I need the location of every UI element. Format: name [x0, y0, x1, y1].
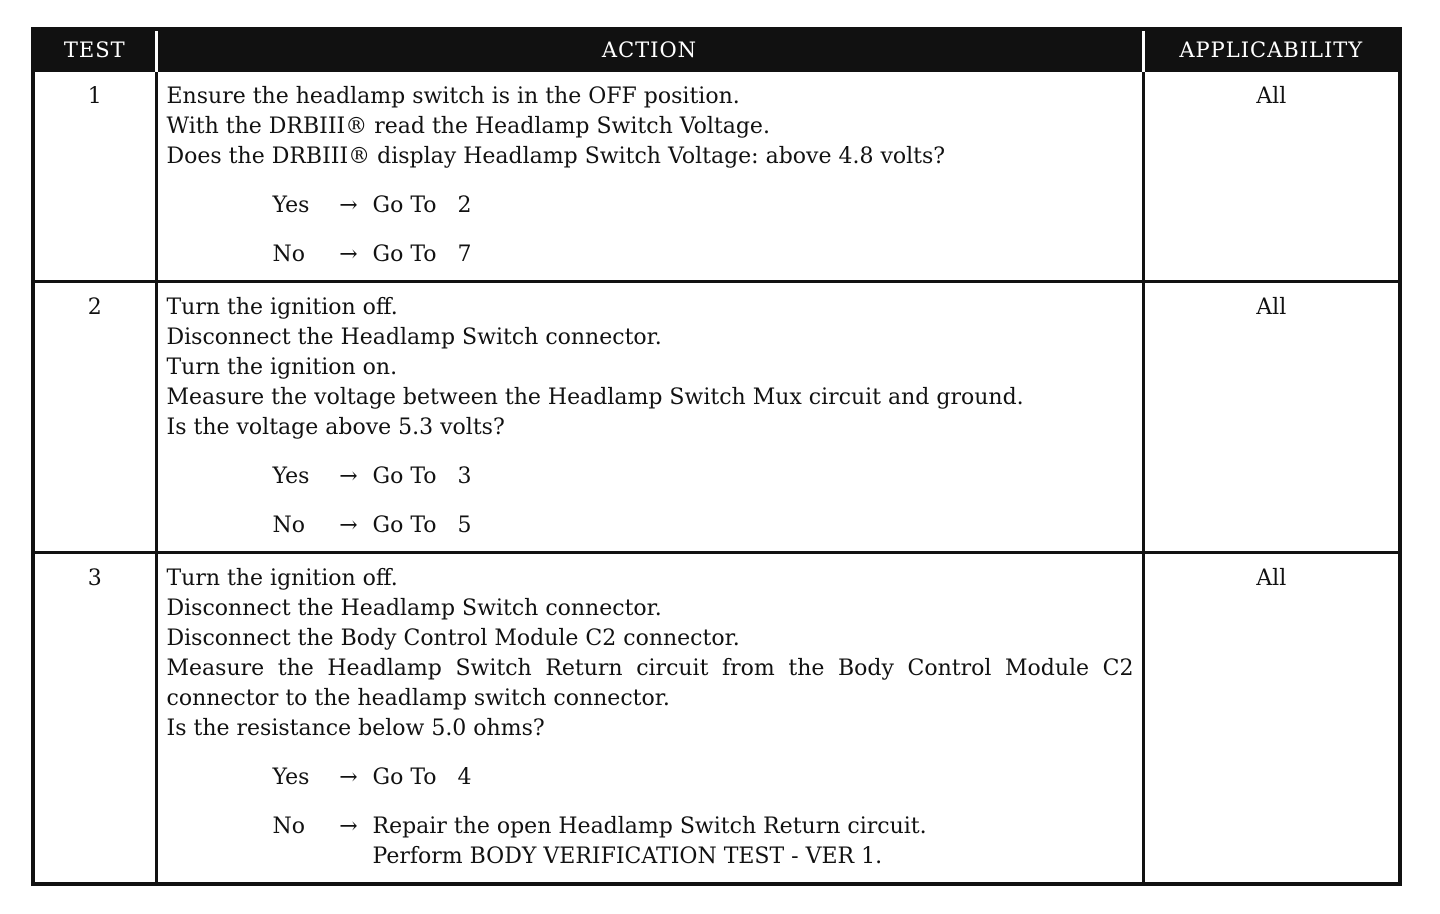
outcome-no	[273, 511, 1134, 541]
test-number: 2	[33, 282, 156, 553]
outcome-answer: No	[272, 242, 305, 267]
outcome-yes	[273, 462, 1134, 492]
outcome-result-line: Go To 7	[372, 242, 472, 267]
table-header-row	[33, 29, 1400, 71]
test-number: 1	[33, 71, 156, 282]
applicability-value: All	[1143, 553, 1400, 885]
outcome-answer: Yes	[272, 765, 310, 790]
action-cell	[156, 553, 1143, 885]
outcome-answer: No	[272, 513, 305, 538]
outcome-result	[373, 763, 1134, 793]
action-step: Measure the Headlamp Switch Return circuit from the Body Control Module C2 connector to the headlamp switch connector.	[166, 656, 1141, 711]
outcome-result-line: Go To 4	[372, 765, 472, 790]
outcome-answer: Yes	[272, 193, 310, 218]
action-step: Is the resistance below 5.0 ohms?	[166, 716, 545, 741]
action-step: Turn the ignition on.	[166, 355, 398, 380]
action-step: Does the DRBIII® display Headlamp Switch Voltage: above 4.8 volts?	[166, 144, 946, 169]
outcome-result-line: Go To 5	[372, 513, 472, 538]
outcome-result-line: Repair the open Headlamp Switch Return circuit.	[372, 814, 927, 839]
outcome-result	[373, 462, 1134, 492]
action-step: Disconnect the Headlamp Switch connector.	[166, 325, 662, 350]
outcome-result	[373, 191, 1134, 221]
diagnostic-test-table	[31, 27, 1402, 886]
outcome-result	[373, 812, 1134, 872]
action-steps	[167, 293, 1134, 443]
right-arrow-icon: →	[339, 464, 358, 489]
right-arrow-icon: →	[339, 765, 358, 790]
header-applicability: APPLICABILITY	[1143, 29, 1400, 71]
action-step: Disconnect the Headlamp Switch connector.	[166, 596, 662, 621]
action-step: Ensure the headlamp switch is in the OFF position.	[166, 84, 740, 109]
action-steps	[166, 564, 1141, 744]
table-body	[33, 71, 1400, 885]
action-step: Turn the ignition off.	[166, 295, 398, 320]
right-arrow-icon: →	[339, 193, 358, 218]
outcome-no	[273, 812, 1134, 872]
action-step: With the DRBIII® read the Headlamp Switch Voltage.	[166, 114, 770, 139]
outcome-no	[273, 240, 1134, 270]
outcome-yes	[273, 763, 1134, 793]
outcome-yes	[273, 191, 1134, 221]
right-arrow-icon: →	[339, 814, 358, 839]
right-arrow-icon: →	[339, 242, 358, 267]
test-number: 3	[33, 553, 156, 885]
header-action: ACTION	[156, 29, 1143, 71]
action-step: Is the voltage above 5.3 volts?	[166, 415, 505, 440]
action-cell	[156, 282, 1143, 553]
outcome-answer: No	[272, 814, 305, 839]
table-row	[33, 71, 1400, 282]
table-row	[33, 282, 1400, 553]
outcome-result	[373, 511, 1134, 541]
header-test: TEST	[33, 29, 156, 71]
action-steps	[167, 82, 1134, 172]
outcome-result-line: Perform BODY VERIFICATION TEST - VER 1.	[372, 844, 883, 869]
action-cell	[156, 71, 1143, 282]
right-arrow-icon: →	[339, 513, 358, 538]
outcome-result	[373, 240, 1134, 270]
action-step: Turn the ignition off.	[166, 566, 398, 591]
action-step: Measure the voltage between the Headlamp Switch Mux circuit and ground.	[166, 385, 1024, 410]
outcome-answer: Yes	[272, 464, 310, 489]
outcome-result-line: Go To 2	[372, 193, 472, 218]
outcome-result-line: Go To 3	[372, 464, 472, 489]
applicability-value: All	[1143, 71, 1400, 282]
table-row	[33, 553, 1400, 885]
applicability-value: All	[1143, 282, 1400, 553]
action-step: Disconnect the Body Control Module C2 connector.	[166, 626, 740, 651]
